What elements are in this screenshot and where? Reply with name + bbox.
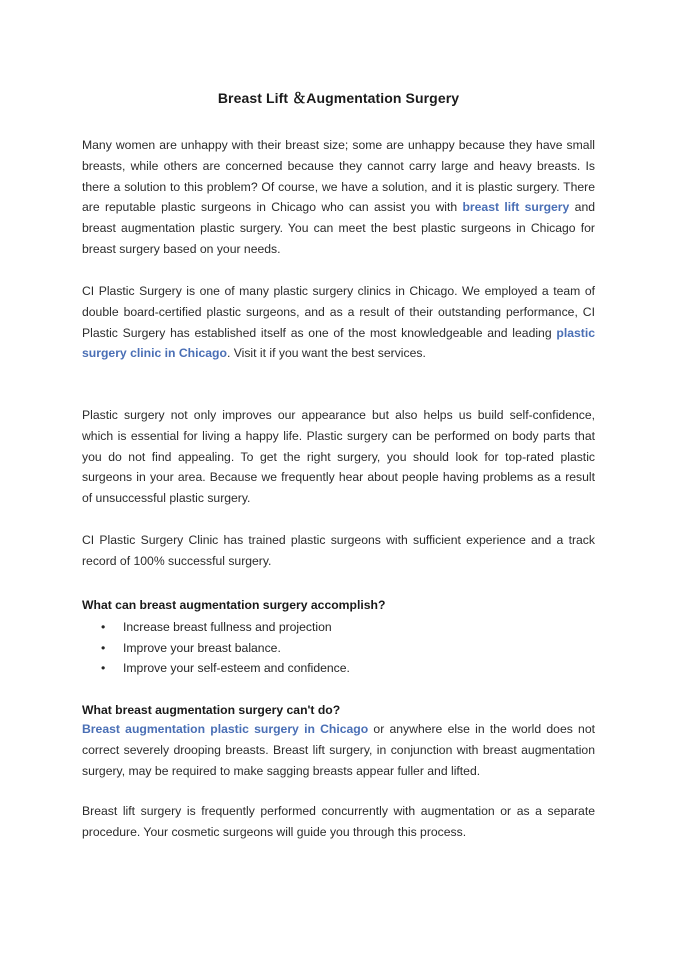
paragraph-text: . Visit it if you want the best services. [226, 346, 426, 361]
list-item-text: Improve your breast balance. [123, 640, 281, 655]
plastic-surgery-clinic-link[interactable]: plastic surgery clinic in Chicago [82, 325, 595, 361]
list-item [82, 658, 350, 679]
paragraph-limitations [82, 719, 595, 781]
paragraph-text: Many women are unhappy with their breast size; some are unhappy because they have small breasts, while others are concerned because they cannot carry large and heavy breasts. Is there a solution to this problem? Of course, we have a solution, and it is plastic surgery. There are reputable plastic surgeons in Chicago who can assist you with [82, 138, 595, 215]
breast-augmentation-chicago-link[interactable]: Breast augmentation plastic surgery in Chicago [82, 722, 369, 736]
bullet-icon: • [101, 620, 106, 634]
heading-limitations: What breast augmentation surgery can't do? [82, 703, 341, 717]
heading-accomplish: What can breast augmentation surgery accomplish? [82, 598, 386, 612]
bullet-icon: • [101, 661, 106, 675]
bullet-list [82, 617, 350, 679]
paragraph-text: CI Plastic Surgery is one of many plastic surgery clinics in Chicago. We employed a team of double board-certified plastic surgeons, and as a result of their outstanding performance, CI Plastic Surgery has established itself as one of the most knowledgeable and leading [82, 284, 595, 340]
list-item-text: Improve your self-esteem and confidence. [123, 661, 350, 675]
paragraph-text: and breast augmentation plastic surgery. You can meet the best plastic surgeons in Chicago for breast surgery based on your needs. [82, 200, 595, 256]
paragraph-clinic [82, 281, 595, 364]
breast-lift-surgery-link[interactable]: breast lift surgery [462, 200, 570, 215]
list-item [82, 638, 350, 659]
paragraph-text: or anywhere else in the world does not correct severely drooping breasts. Breast lift surgery, in conjunction with breast augmentation surgery, may be required to make sagging breasts appear fuller and lifted. [82, 722, 595, 778]
list-item-text: Increase breast fullness and projection [123, 620, 332, 634]
paragraph-intro [82, 135, 595, 260]
paragraph-track-record: CI Plastic Surgery Clinic has trained plastic surgeons with sufficient experience and a track record of 100% successful surgery. [82, 533, 595, 568]
paragraph-benefits: Plastic surgery not only improves our appearance but also helps us build self-confidence, which is essential for living a happy life. Plastic surgery can be performed on body parts that you do not find appealing. To get the right surgery, you should look for top-rated plastic surgeons in your area. Because we frequently hear about people having problems as a result of unsuccessful plastic surgery. [82, 408, 595, 506]
page-title: Breast Lift ＆Augmentation Surgery [217, 90, 460, 106]
bullet-icon: • [101, 640, 106, 655]
paragraph-procedure: Breast lift surgery is frequently performed concurrently with augmentation or as a separate procedure. Your cosmetic surgeons will guide you through this process. [82, 804, 595, 839]
list-item [82, 617, 350, 638]
